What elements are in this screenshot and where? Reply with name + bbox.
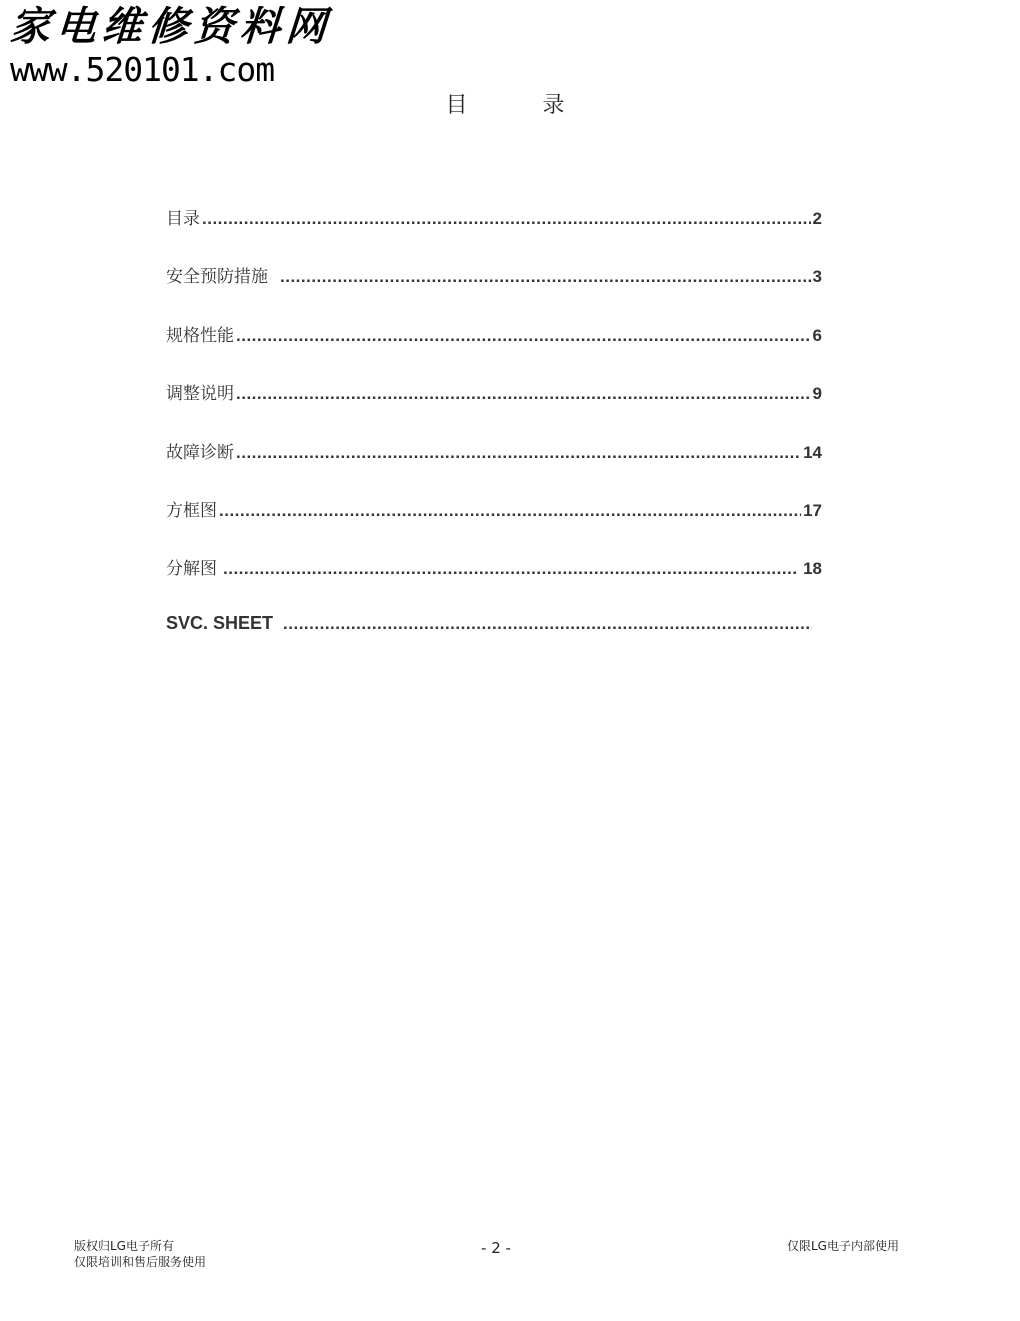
toc-entry-page: 9 bbox=[812, 384, 822, 404]
toc-entry-page: 3 bbox=[812, 267, 822, 287]
toc-entry-page: 2 bbox=[812, 209, 822, 228]
watermark-logo bbox=[10, 2, 332, 88]
toc-entry-label: SVC. SHEET bbox=[166, 612, 274, 633]
toc-dot-leader bbox=[236, 326, 811, 346]
footer-usage-line: 仅限培训和售后服务使用 bbox=[74, 1255, 207, 1269]
watermark-chinese-text: 家电维修资料网 bbox=[8, 3, 334, 50]
toc-dot-leader bbox=[202, 209, 811, 229]
footer-copyright-line: 版权归LG电子所有 bbox=[74, 1239, 174, 1253]
toc-entry-label: 分解图 bbox=[166, 559, 217, 579]
toc-entry-safety[interactable] bbox=[166, 262, 822, 320]
toc-dot-leader bbox=[280, 267, 811, 287]
toc-entry-label: 安全预防措施 bbox=[166, 267, 268, 287]
toc-dot-leader bbox=[223, 559, 797, 579]
footer-page-number: - 2 - bbox=[481, 1239, 511, 1257]
toc-entry-label: 目录 bbox=[166, 209, 200, 228]
toc-dot-leader bbox=[236, 443, 801, 463]
toc-entry-svc-sheet[interactable] bbox=[166, 613, 822, 671]
toc-entry-contents[interactable] bbox=[166, 204, 822, 262]
page-title: 目 录 bbox=[445, 93, 599, 118]
toc-entry-label: 方框图 bbox=[166, 500, 217, 520]
toc-entry-page: 18 bbox=[803, 559, 822, 579]
footer-internal-use: 仅限LG电子内部使用 bbox=[787, 1239, 899, 1253]
watermark-url: www.520101.com bbox=[10, 50, 275, 89]
toc-entry-label: 调整说明 bbox=[166, 384, 234, 404]
table-of-contents bbox=[166, 204, 822, 671]
toc-entry-exploded-view[interactable] bbox=[166, 554, 822, 612]
toc-entry-specifications[interactable] bbox=[166, 321, 822, 379]
toc-entry-label: 故障诊断 bbox=[166, 442, 234, 462]
toc-entry-page: 14 bbox=[803, 442, 822, 462]
toc-entry-label: 规格性能 bbox=[166, 325, 234, 345]
toc-entry-troubleshooting[interactable] bbox=[166, 438, 822, 496]
toc-entry-page: 17 bbox=[803, 500, 822, 520]
toc-dot-leader bbox=[283, 614, 812, 634]
toc-entry-adjustment[interactable] bbox=[166, 379, 822, 437]
toc-dot-leader bbox=[219, 501, 801, 521]
toc-entry-block-diagram[interactable] bbox=[166, 496, 822, 554]
toc-entry-page: 6 bbox=[812, 325, 822, 345]
toc-dot-leader bbox=[236, 384, 811, 404]
